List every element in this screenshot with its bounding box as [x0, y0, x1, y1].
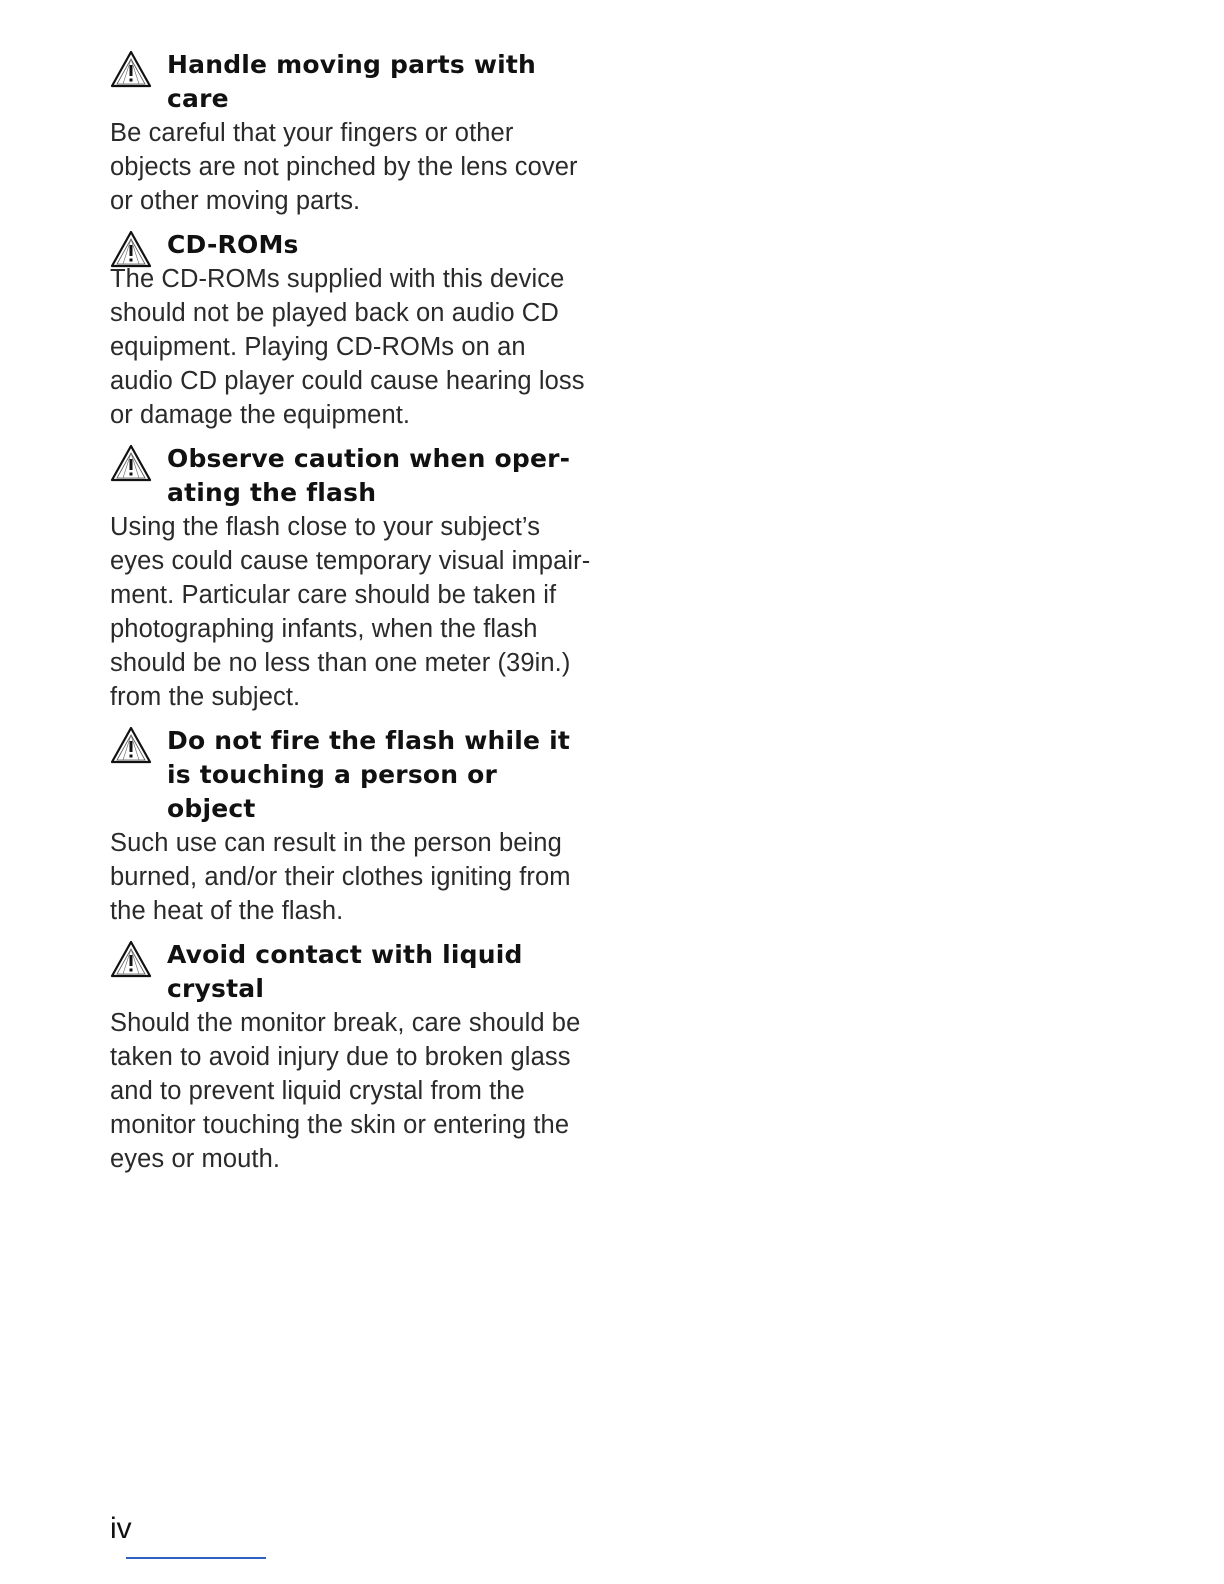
section-heading-text: CD-ROMs [167, 230, 299, 259]
section-heading [110, 228, 592, 262]
warning-triangle-icon [110, 50, 152, 88]
section-heading-text: Handle moving parts with care [167, 50, 537, 113]
page-number: iv [110, 1512, 132, 1545]
section-heading [110, 48, 592, 116]
warning-triangle-icon [110, 444, 152, 482]
section-heading [110, 724, 592, 826]
section-body: Should the monitor break, care should be taken to avoid injury due to broken glass and to prevent liquid crystal from the monitor touching the skin or entering the eyes or mouth. [110, 1009, 581, 1173]
section-body: Using the flash close to your subject’s eyes could cause temporary visual impair-ment. Particular care should be taken if photographing infants, when the flash should be no less than one meter (39in.) from the subject. [110, 513, 591, 711]
warning-section-cd-roms [110, 228, 592, 432]
section-body: Be careful that your fingers or other objects are not pinched by the lens cover or other moving parts. [110, 119, 578, 215]
warning-triangle-icon [110, 726, 152, 764]
section-body: Such use can result in the person being burned, and/or their clothes igniting from the heat of the flash. [110, 829, 571, 925]
section-heading [110, 938, 592, 1006]
section-heading [110, 442, 592, 510]
section-heading-text: Do not fire the flash while it is touching a person or object [167, 726, 571, 823]
section-body: The CD-ROMs supplied with this device should not be played back on audio CD equipment. Playing CD-ROMs on an audio CD player could cause hearing loss or damage the equipment. [110, 265, 585, 429]
page-rule [126, 1557, 266, 1559]
section-heading-text: Avoid contact with liquid crystal [167, 940, 523, 1003]
warning-section-flash-caution [110, 442, 592, 714]
warning-triangle-icon [110, 230, 152, 268]
warning-section-moving-parts [110, 48, 592, 218]
warning-section-flash-touching [110, 724, 592, 928]
warnings-column [110, 48, 592, 1186]
warning-triangle-icon [110, 940, 152, 978]
warning-section-liquid-crystal [110, 938, 592, 1176]
section-heading-text: Observe caution when oper-ating the flash [167, 444, 571, 507]
